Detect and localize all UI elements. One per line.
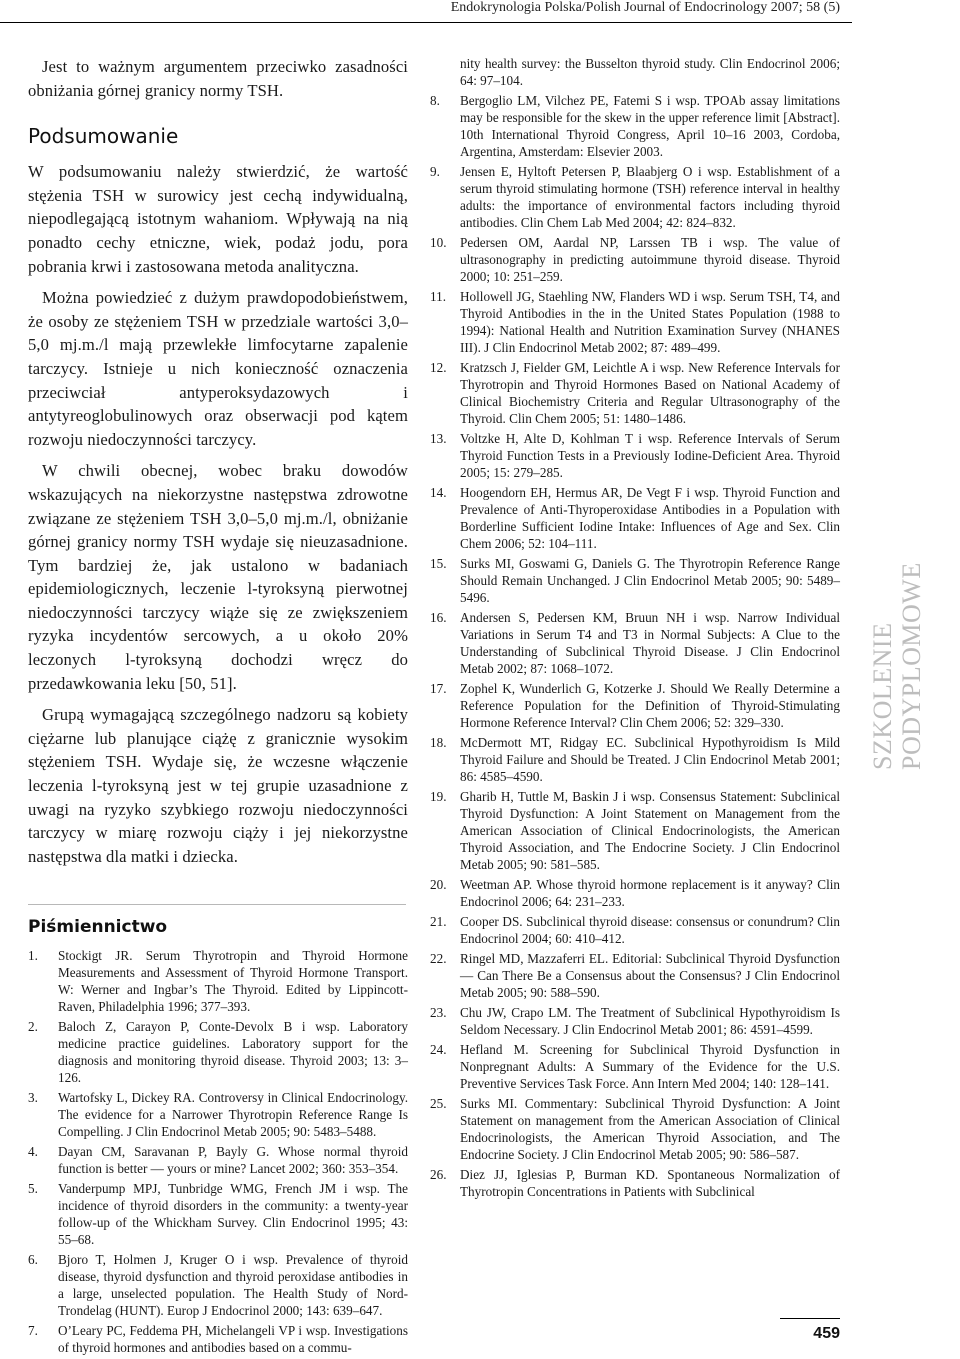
reference-number: 12. (430, 360, 447, 375)
reference-number: 22. (430, 951, 447, 966)
reference-text: Ringel MD, Mazzaferri EL. Editorial: Subclinical Thyroid Dysfunction — Can There Be a Consensus about the Consensus? J Clin Endocrinol Metab 2005; 90: 588–590. (460, 951, 840, 1000)
reference-item (28, 1018, 408, 1086)
reference-number: 17. (430, 681, 447, 696)
reference-item (430, 1004, 840, 1038)
reference-item (28, 1180, 408, 1248)
references-list-left (28, 947, 408, 1356)
references-title: Piśmiennictwo (28, 917, 168, 938)
reference-number: 25. (430, 1096, 447, 1111)
reference-item (430, 163, 840, 231)
reference-item (430, 1166, 840, 1200)
header-rule (0, 22, 960, 23)
reference-number: 9. (430, 164, 440, 179)
reference-text: Stockigt JR. Serum Thyrotropin and Thyroid Hormone Measurements and Assessment of Thyroid Hormone Transport. W: Werner and Ingbar’s The Thyroid. Edited by Lippincott-Raven, Philadelphia 1996; 377–393. (58, 948, 408, 1015)
reference-number: 2. (28, 1019, 38, 1035)
reference-item (430, 913, 840, 947)
reference-text: Wartofsky L, Dickey RA. Controversy in Clinical Endocrinology. The evidence for a Narrower Thyrotropin Reference Range Is Compelling. J Clin Endocrinol Metab 2005; 90: 5483–5488. (58, 1090, 408, 1140)
reference-number: 23. (430, 1005, 447, 1020)
reference-text: Pedersen OM, Aardal NP, Larssen TB i wsp. The value of ultrasonography in predicting autoimmune thyroid disease. Thyroid 2000; 10: 251–259. (460, 235, 840, 284)
paragraph-4: Grupą wymagającą szczególnego nadzoru są kobiety ciężarne lub planujące ciążę z granicznie wysokim stężeniem TSH. Wydaje się, że wczesne włączenie leczenia l-tyroksyną jest w tej grupie uzasadnione z uwagi na ryzyko szybkiego rozwoju niedoczynności tarczycy w miarę rozwoju ciąży i jej niekorzystne następstwa dla matki i dziecka. (28, 705, 408, 866)
page-number: 459 (813, 1325, 840, 1342)
references-list-right (430, 92, 840, 1200)
references-divider (28, 904, 406, 905)
reference-number: 19. (430, 789, 447, 804)
reference-item (430, 555, 840, 606)
reference-item (430, 680, 840, 731)
reference-item (430, 734, 840, 785)
paragraph-1: W podsumowaniu należy stwierdzić, że wartość stężenia TSH w surowicy jest cechą indywidualną, niepodlegającą istotnym wahaniom. Wpływają na nią ponadto cechy etniczne, wiek, podaż jodu, pora pobrania krwi i zastosowana metoda analityczna. (28, 162, 408, 276)
reference-number: 20. (430, 877, 447, 892)
reference-item (430, 234, 840, 285)
journal-header: Endokrynologia Polska/Polish Journal of Endocrinology 2007; 58 (5) (450, 0, 840, 15)
reference-number: 1. (28, 948, 38, 964)
reference-text: Surks MI, Goswami G, Daniels G. The Thyrotropin Reference Range Should Remain Unchanged. J Clin Endocrinol Metab 2005; 90: 5489–5496. (460, 556, 840, 605)
body-text (28, 55, 408, 868)
reference-item (430, 1041, 840, 1092)
reference-text: O’Leary PC, Feddema PH, Michelangeli VP i wsp. Investigations of thyroid hormones and antibodies based on a commu- (58, 1323, 408, 1356)
right-column (430, 55, 840, 1203)
reference-text: Vanderpump MPJ, Tunbridge WMG, French JM i wsp. The incidence of thyroid disorders in the community: a twenty-year follow-up of the Whickham Survey. Clin Endocrinol 1995; 43: 55–68. (58, 1181, 408, 1248)
paragraph-3: W chwili obecnej, wobec braku dowodów wskazujących na niekorzystne następstwa zdrowotne związane ze stężeniem TSH 3,0–5,0 mj.m./l, obniżanie górnej granicy normy TSH wydaje się nieuzasadnione. Tym bardziej że, jak ustalono w badaniach epidemiologicznych, leczenie l-tyroksyną pierwotnej niedoczynności tarczycy wiąże się ze zwiększeniem ryzyka incydentów sercowych, a u około 20% leczonych l-tyroksyną dochodzi wręcz do przedawkowania leku [50, 51]. (28, 461, 408, 693)
reference-text: Bjoro T, Holmen J, Kruger O i wsp. Prevalence of thyroid disease, thyroid dysfunction and thyroid peroxidase antibodies in a large, unselected population. The Health Study of Nord-Trondelag (HUNT). Europ J Endocrinol 2000; 143: 639–647. (58, 1252, 408, 1319)
reference-item (430, 876, 840, 910)
reference-number: 13. (430, 431, 447, 446)
reference-item (28, 947, 408, 1015)
reference-text: Hoogendorn EH, Hermus AR, De Vegt F i wsp. Thyroid Function and Prevalence of Anti-Thyroperoxidase Antibodies in a Population with Borderline Sufficient Iodine Intake: Influences of Age and Sex. Clin Chem 2006; 52: 104–111. (460, 485, 840, 551)
reference-number: 24. (430, 1042, 447, 1057)
reference-item (28, 1089, 408, 1140)
reference-text: Dayan CM, Saravanan P, Bayly G. Whose normal thyroid function is better — yours or mine? Lancet 2002; 360: 353–354. (58, 1144, 408, 1177)
reference-item (430, 430, 840, 481)
reference-item (430, 92, 840, 160)
reference-text: Chu JW, Crapo LM. The Treatment of Subclinical Hypothyroidism Is Seldom Necessary. J Clin Endocrinol Metab 2001; 86: 4591–4599. (460, 1005, 840, 1037)
reference-number: 18. (430, 735, 447, 750)
section-title: Podsumowanie (28, 124, 179, 149)
reference-item (430, 359, 840, 427)
paragraph-2: Można powiedzieć z dużym prawdopodobieństwem, że osoby ze stężeniem TSH w przedziale wartości 3,0–5,0 mj.m./l mają przewlekłe limfocytarne zapalenie tarczycy. Istnieje u nich konieczność oznaczenia przeciwciał antyperoksydazowych i antytyreoglobulinowych oraz obserwacji pod kątem rozwoju niedoczynności tarczycy. (28, 288, 408, 449)
reference-item (430, 950, 840, 1001)
reference-item (430, 288, 840, 356)
side-label-line-1 (868, 700, 897, 770)
reference-text: McDermott MT, Ridgay EC. Subclinical Hypothyroidism Is Mild Thyroid Failure and Should be Treated. J Clin Endocrinol Metab 2001; 86: 4585–4590. (460, 735, 840, 784)
page-number-rule (780, 1318, 840, 1319)
reference-text: Baloch Z, Carayon P, Conte-Devolx B i wsp. Laboratory medicine practice guidelines. Laboratory support for the diagnosis and monitoring thyroid disease. Thyroid 2003; 13: 3–126. (58, 1019, 408, 1086)
reference-number: 26. (430, 1167, 447, 1182)
reference-text: Cooper DS. Subclinical thyroid disease: consensus or conundrum? Clin Endocrinol 2004; 60: 410–412. (460, 914, 840, 946)
reference-text: Jensen E, Hyltoft Petersen P, Blaabjerg O i wsp. Establishment of a serum thyroid stimulating hormone (TSH) reference interval in healthy adults: the importance of environmental factors including thyroid antibodies. Clin Chem Lab Med 2004; 42: 824–832. (460, 164, 840, 230)
reference-text: Hefland M. Screening for Subclinical Thyroid Dysfunction in Nonpregnant Adults: A Summary of the Evidence for the U.S. Preventive Services Task Force. Ann Intern Med 2004; 140: 128–141. (460, 1042, 840, 1091)
side-label-line-2 (897, 700, 926, 770)
reference-number: 7. (28, 1323, 38, 1339)
reference-text: Bergoglio LM, Vilchez PE, Fatemi S i wsp. TPOAb assay limitations may be responsible for the skew in the upper reference limit [Abstract]. 10th International Thyroid Congress, April 10–16 2003, Cordoba, Argentina, Amsterdam: Elsevier 2003. (460, 93, 840, 159)
reference-text: Weetman AP. Whose thyroid hormone replacement is it anyway? Clin Endocrinol 2006; 64: 231–233. (460, 877, 840, 909)
reference-number: 6. (28, 1252, 38, 1268)
reference-text: Gharib H, Tuttle M, Baskin J i wsp. Consensus Statement: Subclinical Thyroid Dysfunction: A Joint Statement on Management from the American Association of Clinical Endocrinologists, the American Thyroid Association, and The Endocrine Society. J Clin Endocrinol Metab 2005; 90: 581–585. (460, 789, 840, 872)
reference-number: 4. (28, 1144, 38, 1160)
reference-text: Andersen S, Pedersen KM, Bruun NH i wsp. Narrow Individual Variations in Serum T4 and T3 in Normal Subjects: A Clue to the Understanding of Subclinical Thyroid Disease. J Clin Endocrinol Metab 2002; 87: 1068–1072. (460, 610, 840, 676)
reference-number: 14. (430, 485, 447, 500)
reference-number: 5. (28, 1181, 38, 1197)
intro-paragraph: Jest to ważnym argumentem przeciwko zasadności obniżania górnej granicy normy TSH. (28, 57, 408, 100)
reference-text: Hollowell JG, Staehling NW, Flanders WD i wsp. Serum TSH, T4, and Thyroid Antibodies in the in the United States Population (1988 to 1994): National Health and Nutrition Examination Survey (NHANES III). J Clin Endocrinol Metab 2002; 87: 489–499. (460, 289, 840, 355)
reference-item (28, 1251, 408, 1319)
reference-number: 11. (430, 289, 446, 304)
reference-item (28, 1143, 408, 1177)
reference-number: 15. (430, 556, 447, 571)
reference-number: 16. (430, 610, 447, 625)
section-side-label (868, 700, 960, 770)
reference-text: Voltzke H, Alte D, Kohlman T i wsp. Reference Intervals of Serum Thyroid Function Tests in a Previously Iodine-Deficient Area. Thyroid 2005; 15: 279–285. (460, 431, 840, 480)
reference-number: 10. (430, 235, 447, 250)
left-column (28, 55, 408, 1359)
reference-text: Diez JJ, Iglesias P, Burman KD. Spontaneous Normalization of Thyrotropin Concentrations in Patients with Subclinical (460, 1167, 840, 1199)
reference-item (28, 1322, 408, 1356)
reference-text: Zophel K, Wunderlich G, Kotzerke J. Should We Really Determine a Reference Population for the Definition of Thyroid-Stimulating Hormone Reference Interval? Clin Chem 2006; 52: 329–330. (460, 681, 840, 730)
reference-item (430, 1095, 840, 1163)
reference-item (430, 609, 840, 677)
reference-continuation: nity health survey: the Busselton thyroid study. Clin Endocrinol 2006; 64: 97–104. (460, 56, 840, 88)
reference-item (430, 484, 840, 552)
reference-text: Kratzsch J, Fielder GM, Leichtle A i wsp. New Reference Intervals for Thyrotropin and Thyroid Hormones Based on National Academy of Clinical Biochemistry Criteria and Regular Ultrasonography of the Thyroid. Clin Chem 2005; 51: 1480–1486. (460, 360, 840, 426)
reference-number: 8. (430, 93, 440, 108)
reference-item (430, 788, 840, 873)
reference-number: 21. (430, 914, 447, 929)
reference-text: Surks MI. Commentary: Subclinical Thyroid Dysfunction: A Joint Statement on management from the American Association of Clinical Endocrinologists, the American Thyroid Association, and The Endocrine Society. J Clin Endocrinol Metab 2005; 90: 586–587. (460, 1096, 840, 1162)
reference-number: 3. (28, 1090, 38, 1106)
